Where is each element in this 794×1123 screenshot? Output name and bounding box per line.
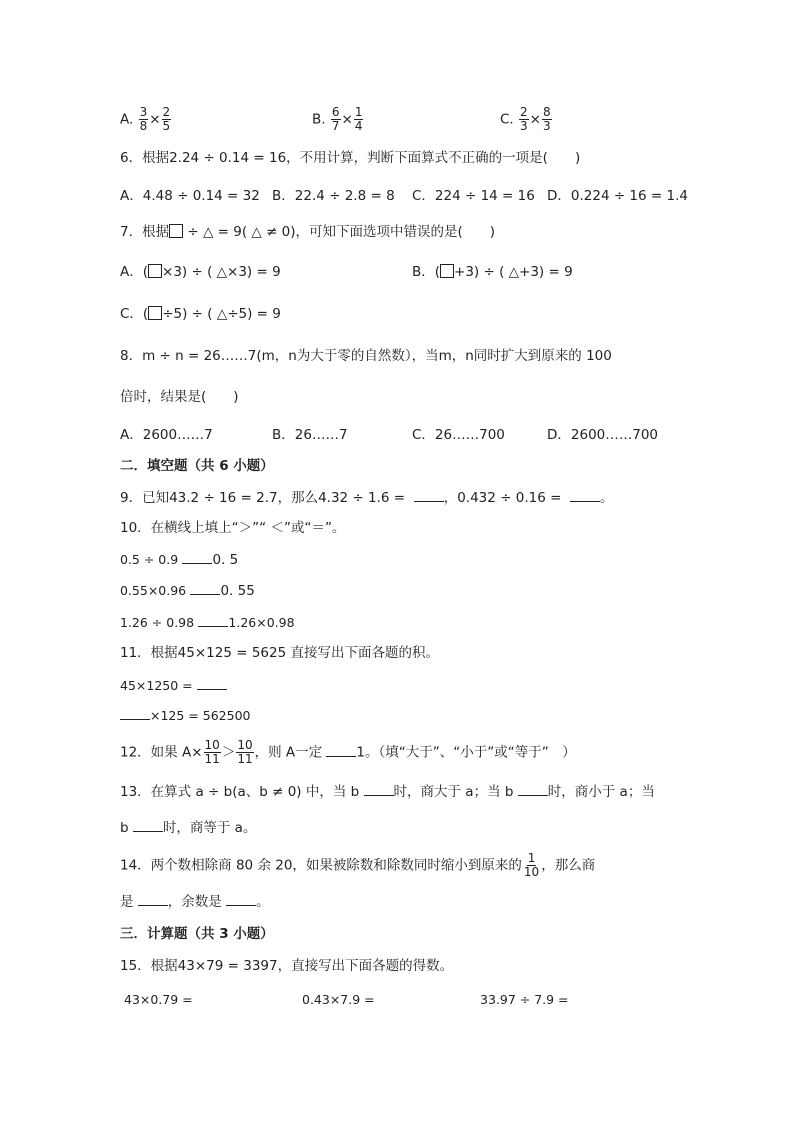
q10-stem: 10．在横线上填上“＞”“ ＜”或“＝”。 bbox=[120, 520, 346, 536]
fraction: $\frac{10}{11}$ bbox=[237, 738, 253, 766]
q13-line2: b 时，商等于 a。 bbox=[120, 820, 257, 836]
answer-blank[interactable] bbox=[570, 489, 600, 502]
answer-blank[interactable] bbox=[198, 614, 228, 627]
q5-option-a: A. $\frac{3}{8}$ × $\frac{2}{5}$ bbox=[120, 105, 171, 133]
section-heading-fill-in: 二．填空题（共 6 小题） bbox=[120, 458, 274, 474]
fraction: $\frac{3}{8}$ bbox=[139, 105, 148, 133]
section-heading-calculation: 三．计算题（共 3 小题） bbox=[120, 926, 274, 942]
q15-stem: 15．根据43×79 = 3397，直接写出下面各题的得数。 bbox=[120, 958, 454, 974]
answer-blank[interactable] bbox=[518, 783, 548, 796]
answer-blank[interactable] bbox=[326, 744, 356, 757]
answer-blank[interactable] bbox=[182, 551, 212, 564]
answer-blank[interactable] bbox=[120, 707, 150, 720]
q6-option-d: D．0.224 ÷ 16 = 1.4 bbox=[547, 188, 688, 204]
fraction: $\frac{1}{10}$ bbox=[523, 851, 540, 879]
q15-item-c: 33.97 ÷ 7.9 = bbox=[480, 992, 569, 1007]
q5-option-b: B. $\frac{6}{7}$ × $\frac{1}{4}$ bbox=[312, 105, 363, 133]
answer-blank[interactable] bbox=[414, 489, 444, 502]
q9: 9．已知43.2 ÷ 16 = 2.7，那么4.32 ÷ 1.6 = ，0.432 ÷ 0.16 = 。 bbox=[120, 490, 614, 506]
q13-line1: 13．在算式 a ÷ b(a、b ≠ 0) 中，当 b 时，商大于 a；当 b 时，商小于 a；当 bbox=[120, 784, 655, 800]
fraction: $\frac{10}{11}$ bbox=[204, 738, 220, 766]
answer-blank[interactable] bbox=[190, 582, 220, 595]
q8-option-c: C．26……700 bbox=[412, 427, 505, 443]
q6-stem: 6．根据2.24 ÷ 0.14 = 16，不用计算，判断下面算式不正确的一项是( ) bbox=[120, 150, 581, 166]
answer-blank[interactable] bbox=[133, 819, 163, 832]
q8-option-b: B．26……7 bbox=[272, 427, 348, 443]
q5-option-c: C. $\frac{2}{3}$ × $\frac{8}{3}$ bbox=[500, 105, 551, 133]
square-symbol bbox=[148, 264, 162, 278]
q15-item-b: 0.43×7.9 = bbox=[302, 992, 375, 1007]
fraction: $\frac{2}{5}$ bbox=[162, 105, 171, 133]
q10-row3: 1.26 ÷ 0.98 1.26×0.98 bbox=[120, 615, 295, 630]
square-symbol bbox=[169, 224, 183, 238]
q11-row2: ×125 = 562500 bbox=[120, 706, 250, 726]
q7-option-a: A．( ×3) ÷ ( △×3) = 9 bbox=[120, 264, 281, 280]
q6-option-a: A．4.48 ÷ 0.14 = 32 bbox=[120, 188, 260, 204]
square-symbol bbox=[148, 306, 162, 320]
q7-option-c: C．( ÷5) ÷ ( △÷5) = 9 bbox=[120, 306, 281, 322]
q8-option-a: A．2600……7 bbox=[120, 427, 213, 443]
q8-option-d: D．2600……700 bbox=[547, 427, 659, 443]
answer-blank[interactable] bbox=[226, 893, 256, 906]
q15-item-a: 43×0.79 = bbox=[124, 992, 193, 1007]
q8-stem-line2: 倍时，结果是( ) bbox=[120, 389, 239, 405]
q10-row1: 0.5 ÷ 0.9 0. 5 bbox=[120, 552, 239, 568]
q10-row2: 0.55×0.96 0. 55 bbox=[120, 583, 255, 599]
answer-blank[interactable] bbox=[364, 783, 394, 796]
q12: 12．如果 A× $\frac{10}{11}$ ＞ $\frac{10}{11}$ ，则 A一定 1。（填“大于”、“小于”或“等于” ） bbox=[120, 738, 576, 766]
square-symbol bbox=[440, 264, 454, 278]
fraction: $\frac{2}{3}$ bbox=[520, 105, 528, 133]
fraction: $\frac{6}{7}$ bbox=[331, 105, 340, 133]
q8-stem-line1: 8．m ÷ n = 26……7(m，n为大于零的自然数），当m，n同时扩大到原来的 100 bbox=[120, 348, 612, 364]
q7-stem: 7．根据 ÷ △ = 9( △ ≠ 0)，可知下面选项中错误的是( ) bbox=[120, 224, 496, 240]
fraction: $\frac{8}{3}$ bbox=[542, 105, 551, 133]
answer-blank[interactable] bbox=[138, 893, 168, 906]
q11-row1: 45×1250 = bbox=[120, 676, 227, 696]
answer-blank[interactable] bbox=[197, 677, 227, 690]
q6-option-b: B．22.4 ÷ 2.8 = 8 bbox=[272, 188, 395, 204]
q11-stem: 11．根据45×125 = 5625 直接写出下面各题的积。 bbox=[120, 645, 439, 661]
q14-line1: 14．两个数相除商 80 余 20，如果被除数和除数同时缩小到原来的 $\frac{1}{10}$ ，那么商 bbox=[120, 851, 596, 879]
q7-option-b: B．( +3) ÷ ( △+3) = 9 bbox=[412, 264, 573, 280]
q6-option-c: C．224 ÷ 14 = 16 bbox=[412, 188, 535, 204]
fraction: $\frac{1}{4}$ bbox=[354, 105, 363, 133]
q14-line2: 是 ，余数是 。 bbox=[120, 894, 270, 910]
